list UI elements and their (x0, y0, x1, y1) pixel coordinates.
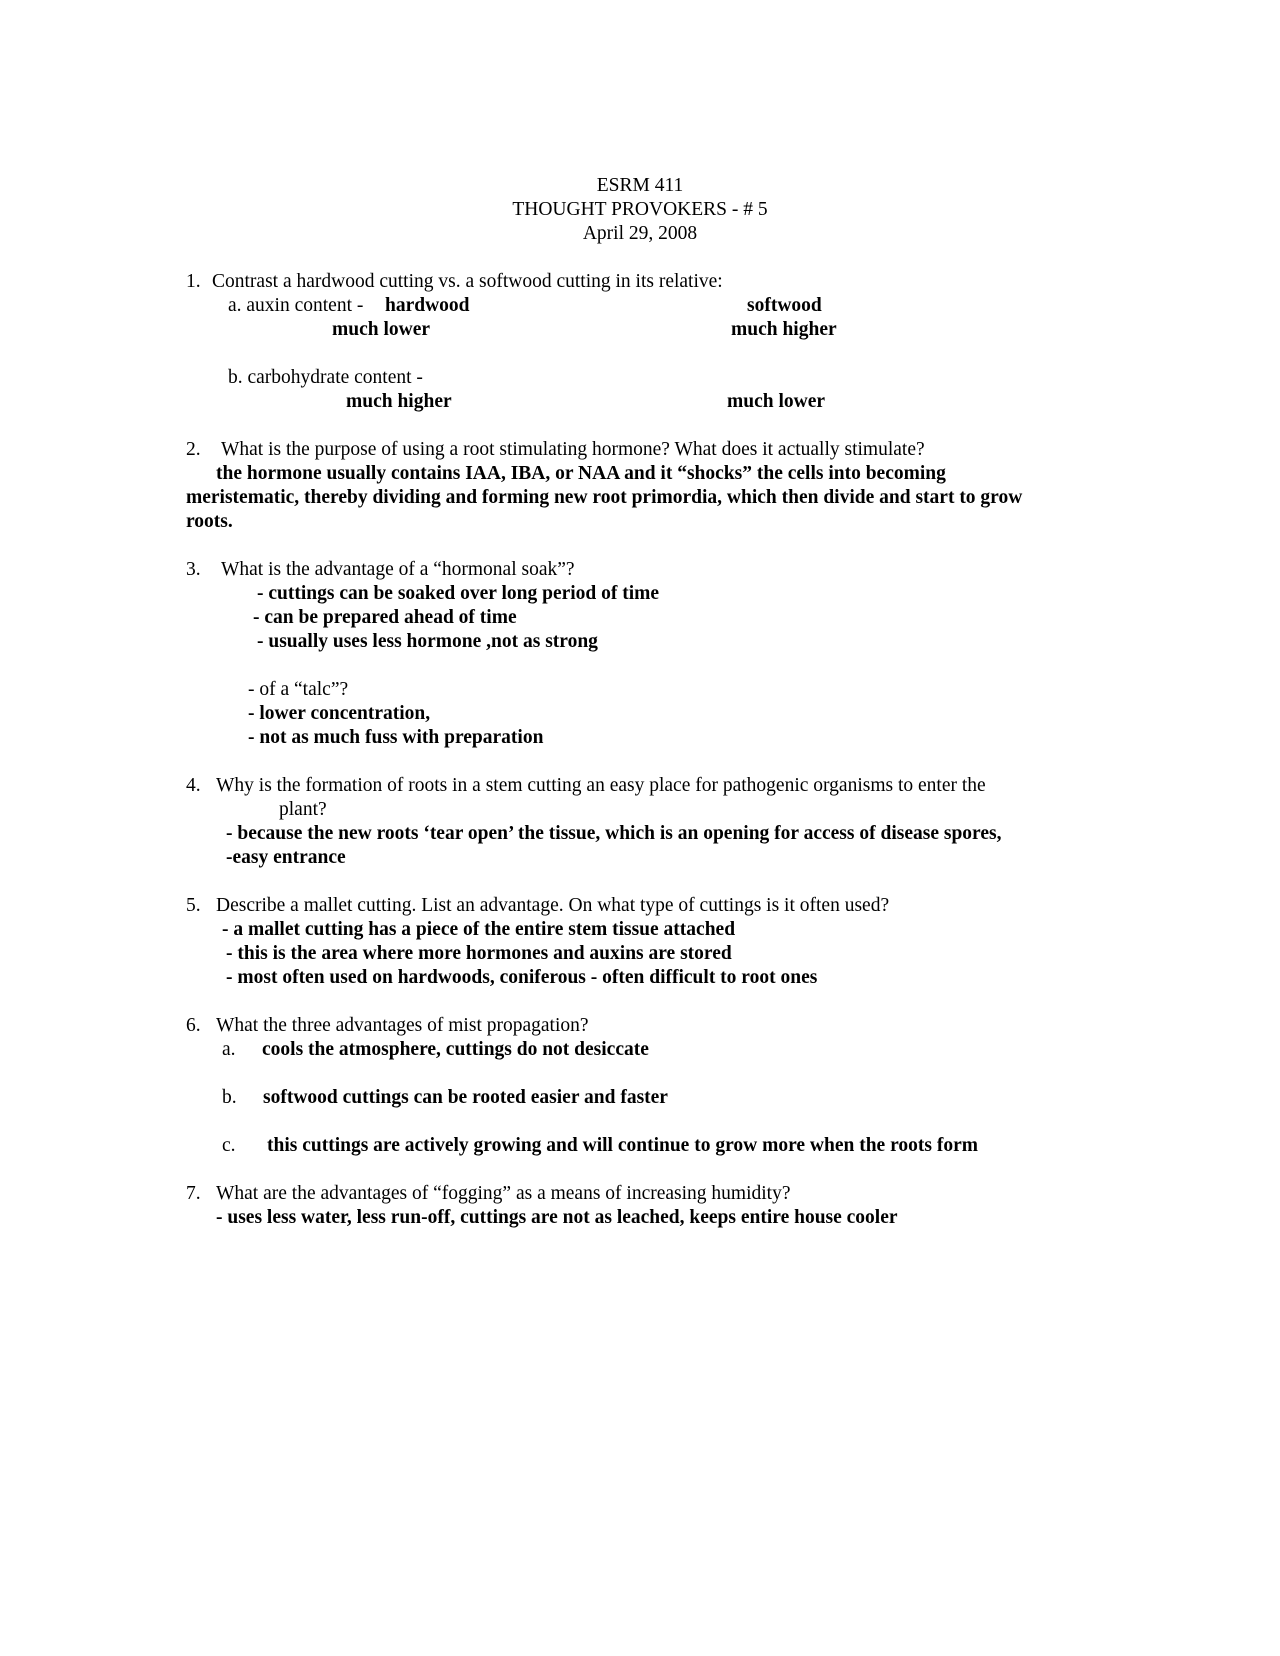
q6-item-text: cools the atmosphere, cuttings do not desiccate (262, 1039, 649, 1060)
q4-question-line1: Why is the formation of roots in a stem cutting an easy place for pathogenic organisms to enter the (216, 775, 986, 796)
q1-number: 1. (186, 271, 201, 292)
q5-answer: - this is the area where more hormones and auxins are stored (226, 943, 732, 964)
q5-answer: - most often used on hardwoods, coniferous - often difficult to root ones (226, 967, 818, 988)
q2-number: 2. (186, 439, 201, 460)
document-date: April 29, 2008 (582, 223, 698, 244)
q3-talc-answer: - not as much fuss with preparation (248, 727, 544, 748)
q1-col-softwood: softwood (747, 295, 822, 316)
q6-number: 6. (186, 1015, 201, 1036)
q2-answer-line2: meristematic, thereby dividing and forming new root primordia, which then divide and start to grow (186, 487, 1023, 508)
q4-answer: - because the new roots ‘tear open’ the tissue, which is an opening for access of disease spores, (226, 823, 1002, 844)
q3-soak-answer: - usually uses less hormone ,not as strong (257, 631, 598, 652)
q2-answer-line3: roots. (186, 511, 233, 532)
q4-answer: -easy entrance (226, 847, 346, 868)
q6-item-letter: b. (222, 1087, 237, 1108)
q1-question: Contrast a hardwood cutting vs. a softwood cutting in its relative: (212, 271, 723, 292)
q6-item-letter: a. (222, 1039, 236, 1060)
q1a-softwood-answer: much higher (731, 319, 837, 340)
q6-item-letter: c. (222, 1135, 236, 1156)
q6-question: What the three advantages of mist propagation? (216, 1015, 589, 1036)
q6-item-text: this cuttings are actively growing and will continue to grow more when the roots form (267, 1135, 978, 1156)
q1-col-hardwood: hardwood (385, 295, 470, 316)
q2-question: What is the purpose of using a root stimulating hormone? What does it actually stimulate? (221, 439, 925, 460)
q1b-hardwood-answer: much higher (346, 391, 452, 412)
q1a-label: a. auxin content - (228, 295, 364, 316)
course-title: ESRM 411 (596, 175, 684, 196)
q4-question-line2: plant? (279, 799, 327, 820)
q3-number: 3. (186, 559, 201, 580)
q7-question: What are the advantages of “fogging” as a means of increasing humidity? (216, 1183, 791, 1204)
q2-answer-line1: the hormone usually contains IAA, IBA, or NAA and it “shocks” the cells into becoming (216, 463, 946, 484)
q5-question: Describe a mallet cutting. List an advantage. On what type of cuttings is it often used? (216, 895, 890, 916)
q1a-hardwood-answer: much lower (332, 319, 431, 340)
q3-talc-question: - of a “talc”? (248, 679, 349, 700)
q7-number: 7. (186, 1183, 201, 1204)
q5-number: 5. (186, 895, 201, 916)
q3-question: What is the advantage of a “hormonal soak”? (221, 559, 575, 580)
document-title: THOUGHT PROVOKERS - # 5 (512, 199, 768, 220)
q5-answer: - a mallet cutting has a piece of the entire stem tissue attached (222, 919, 736, 940)
q7-answer: - uses less water, less run-off, cuttings are not as leached, keeps entire house cooler (216, 1207, 898, 1228)
q3-talc-answer: - lower concentration, (248, 703, 431, 724)
q3-soak-answer: - cuttings can be soaked over long period of time (257, 583, 660, 604)
q1b-label: b. carbohydrate content - (228, 367, 423, 388)
q4-number: 4. (186, 775, 201, 796)
q3-soak-answer: - can be prepared ahead of time (253, 607, 517, 628)
q6-item-text: softwood cuttings can be rooted easier and faster (263, 1087, 668, 1108)
q1b-softwood-answer: much lower (727, 391, 826, 412)
